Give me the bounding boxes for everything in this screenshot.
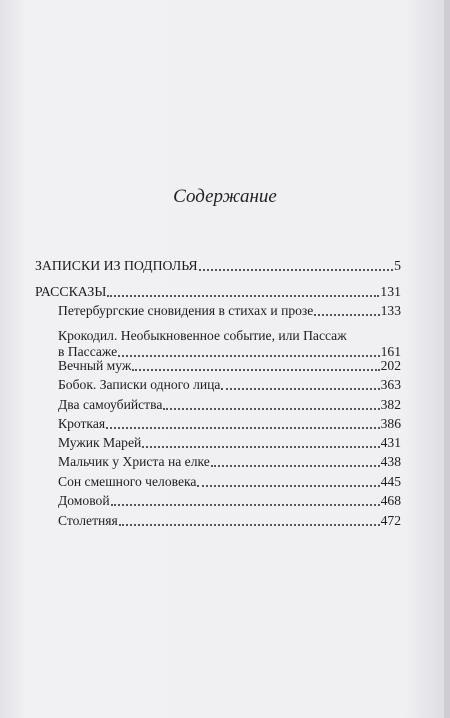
toc-entry-page: 202 <box>380 358 401 373</box>
toc-entry-page: 382 <box>380 397 401 412</box>
dot-leader <box>106 427 380 429</box>
dot-leader <box>107 295 379 297</box>
toc-entry-title: Вечный муж <box>58 358 132 373</box>
toc-entry-page: 445 <box>380 474 401 489</box>
toc-entry <box>35 284 401 300</box>
toc-entry <box>58 303 401 319</box>
dot-leader <box>163 408 379 410</box>
dot-leader <box>132 369 379 371</box>
toc-entry-title: Столетняя <box>58 513 118 528</box>
dot-leader <box>111 504 380 506</box>
toc-entry-page: 133 <box>380 303 401 318</box>
dot-leader <box>221 388 379 390</box>
toc-entry-page: 472 <box>380 513 401 528</box>
toc-entry-title: РАССКАЗЫ <box>35 284 107 299</box>
toc-entry <box>58 377 401 393</box>
toc-entry-page: 363 <box>380 377 401 392</box>
toc-entry-title: Бобок. Записки одного лица <box>58 377 221 392</box>
toc-entry <box>35 258 401 274</box>
dot-leader <box>197 485 379 487</box>
toc-entry <box>58 328 401 360</box>
toc-entry-page: 386 <box>380 416 401 431</box>
toc-entry-title: ЗАПИСКИ ИЗ ПОДПОЛЬЯ <box>35 258 198 273</box>
page-edge <box>444 0 450 718</box>
toc-entry <box>58 513 401 529</box>
toc-entry-title: Петербургские сновидения в стихах и прозе <box>58 303 314 318</box>
toc-entry <box>58 474 401 490</box>
toc-entry-title: Домовой <box>58 493 110 508</box>
dot-leader <box>199 269 394 271</box>
toc-entry-page: 131 <box>380 284 401 299</box>
dot-leader <box>211 465 380 467</box>
toc-entry-title: Два самоубийства <box>58 397 163 412</box>
toc-entry-title: Мужик Марей <box>58 435 142 450</box>
toc-entry-title-line2: в Пассаже <box>58 344 118 359</box>
toc-entry <box>58 358 401 374</box>
dot-leader <box>119 524 380 526</box>
toc-entry <box>58 397 401 413</box>
toc-entry-title: Мальчик у Христа на елке <box>58 454 210 469</box>
toc-entry-title: Кроткая <box>58 416 106 431</box>
toc-entry-page: 431 <box>380 435 401 450</box>
toc-entry <box>58 416 401 432</box>
dot-leader <box>142 446 379 448</box>
toc-heading: Содержание <box>173 186 277 207</box>
toc-entry <box>58 435 401 451</box>
toc-entry <box>58 493 401 509</box>
dot-leader <box>314 314 379 316</box>
toc-entry-title-line1: Крокодил. Необыкновенное событие, или Пассаж <box>58 328 347 343</box>
dot-leader <box>118 355 379 357</box>
toc-entry-page: 468 <box>380 493 401 508</box>
toc-entry-page: 438 <box>380 454 401 469</box>
toc-entry-page: 161 <box>380 344 401 359</box>
toc-entry <box>58 454 401 470</box>
toc-entry-title: Сон смешного человека <box>58 474 197 489</box>
toc-entry-page: 5 <box>394 258 401 273</box>
